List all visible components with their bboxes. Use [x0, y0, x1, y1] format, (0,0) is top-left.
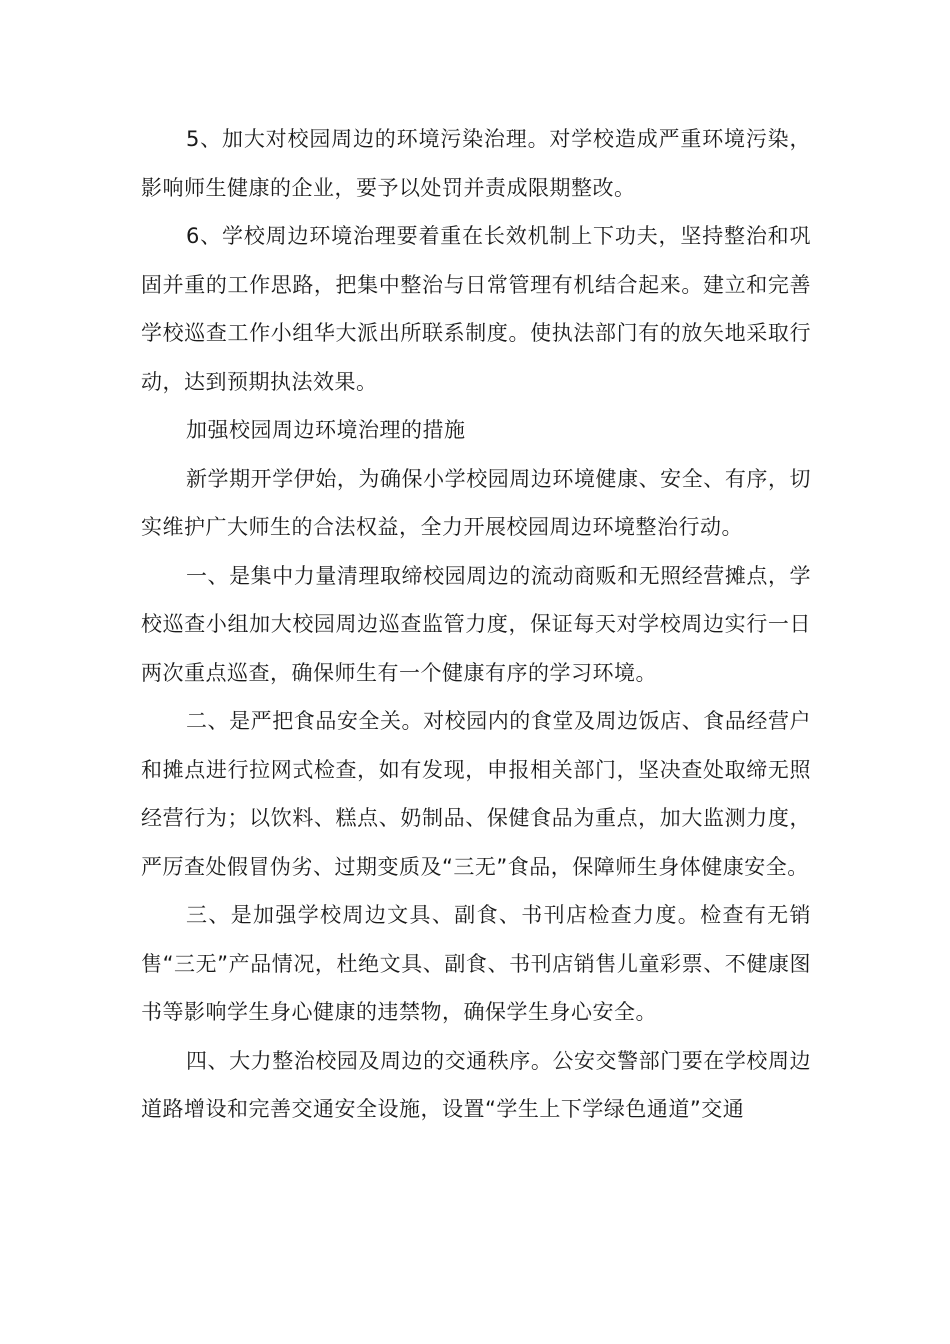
paragraph-measure-4: 四、大力整治校园及周边的交通秩序。公安交警部门要在学校周边道路增设和完善交通安全设施，设置“学生上下学绿色通道”交通	[141, 1048, 811, 1121]
paragraph-measure-1: 一、是集中力量清理取缔校园周边的流动商贩和无照经营摊点，学校巡查小组加大校园周边巡查监管力度，保证每天对学校周边实行一日两次重点巡查，确保师生有一个健康有序的学习环境。	[141, 563, 811, 685]
paragraph-intro: 新学期开学伊始，为确保小学校园周边环境健康、安全、有序，切实维护广大师生的合法权益，全力开展校园周边环境整治行动。	[141, 466, 811, 539]
document-body	[141, 115, 811, 1134]
paragraph-item-6: 6、学校周边环境治理要着重在长效机制上下功夫，坚持整治和巩固并重的工作思路，把集中整治与日常管理有机结合起来。建立和完善学校巡查工作小组华大派出所联系制度。使执法部门有的放矢地采取行动，达到预期执法效果。	[141, 224, 811, 394]
section-heading: 加强校园周边环境治理的措施	[186, 418, 466, 442]
paragraph-item-5: 5、加大对校园周边的环境污染治理。对学校造成严重环境污染，影响师生健康的企业，要予以处罚并责成限期整改。	[141, 127, 811, 200]
paragraph-measure-3: 三、是加强学校周边文具、副食、书刊店检查力度。检查有无销售“三无”产品情况，杜绝文具、副食、书刊店销售儿童彩票、不健康图书等影响学生身心健康的违禁物，确保学生身心安全。	[141, 903, 811, 1024]
paragraph-measure-2: 二、是严把食品安全关。对校园内的食堂及周边饭店、食品经营户和摊点进行拉网式检查，如有发现，申报相关部门，坚决查处取缔无照经营行为；以饮料、糕点、奶制品、保健食品为重点，加大监测力度，严厉查处假冒伪劣、过期变质及“三无”食品，保障师生身体健康安全。	[141, 709, 811, 879]
